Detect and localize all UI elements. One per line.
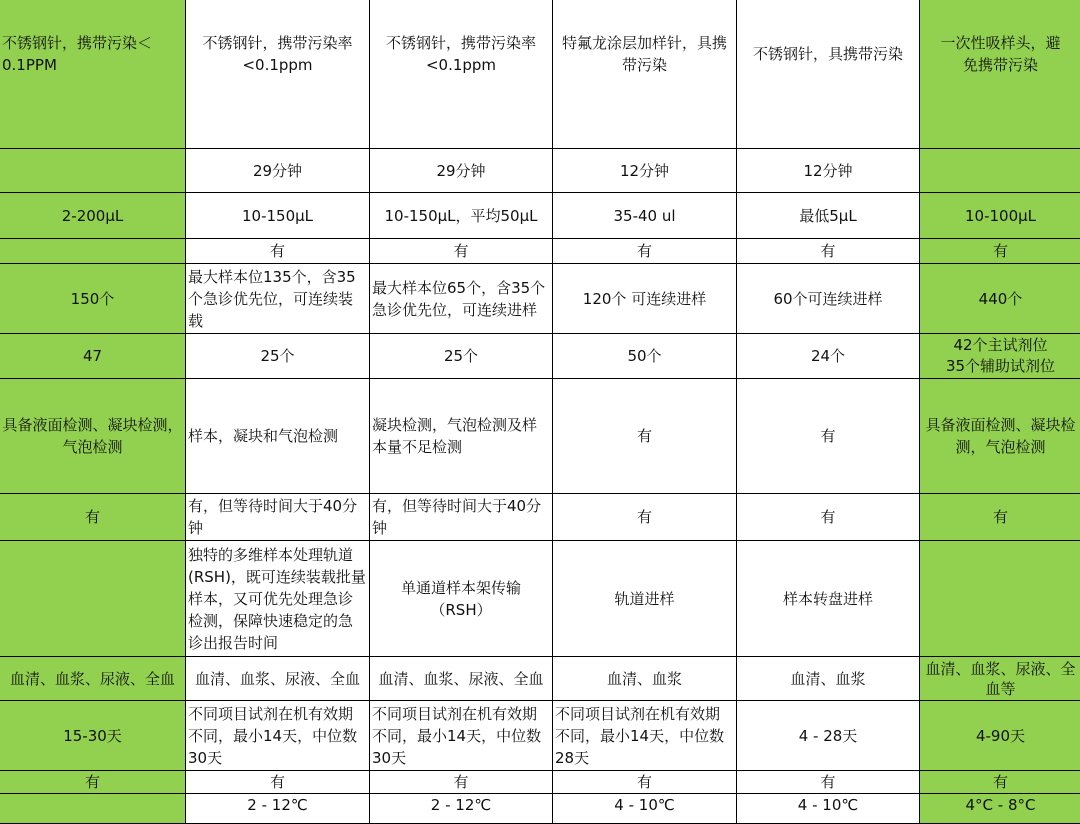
table-cell: 25个 — [186, 334, 370, 379]
table-cell: 有 — [0, 771, 186, 794]
table-row — [0, 494, 1080, 541]
table-cell: 29分钟 — [370, 149, 553, 193]
table-cell: 有，但等待时间大于40分钟 — [370, 494, 553, 541]
table-cell: 29分钟 — [186, 149, 370, 193]
table-cell: 有 — [186, 771, 370, 794]
table-cell: 120个 可连续进样 — [553, 264, 737, 334]
table-row — [0, 239, 1080, 264]
table-cell: 独特的多维样本处理轨道(RSH)，既可连续装载批量样本，又可优先处理急诊检测，保障快速稳定的急诊出报告时间 — [186, 541, 370, 657]
table-cell: 特氟龙涂层加样针，具携带污染 — [553, 0, 737, 149]
table-cell: 具备液面检测、凝块检测，气泡检测 — [920, 379, 1080, 494]
table-cell: 12分钟 — [553, 149, 737, 193]
table-cell: 有 — [186, 239, 370, 264]
table-cell: 有 — [553, 771, 737, 794]
table-cell — [0, 541, 186, 657]
table-cell — [0, 794, 186, 824]
table-row — [0, 701, 1080, 771]
table-row — [0, 264, 1080, 334]
table-cell: 有 — [920, 494, 1080, 541]
table-row — [0, 0, 1080, 149]
table-cell: 单通道样本架传输（RSH） — [370, 541, 553, 657]
table-cell: 不同项目试剂在机有效期不同，最小14天，中位数28天 — [553, 701, 737, 771]
table-cell: 24个 — [737, 334, 920, 379]
table-cell — [920, 149, 1080, 193]
table-cell: 具备液面检测、凝块检测，气泡检测 — [0, 379, 186, 494]
table-cell: 凝块检测，气泡检测及样本量不足检测 — [370, 379, 553, 494]
table-cell — [0, 149, 186, 193]
table-row — [0, 541, 1080, 657]
table-cell: 有 — [0, 494, 186, 541]
table-row — [0, 334, 1080, 379]
table-row — [0, 657, 1080, 701]
table-cell: 最大样本位135个，含35个急诊优先位，可连续装载 — [186, 264, 370, 334]
table-cell: 10-150μL — [186, 193, 370, 239]
table-cell: 不锈钢针，携带污染率<0.1ppm — [370, 0, 553, 149]
table-row — [0, 771, 1080, 794]
table-cell: 血清、血浆、尿液、全血等 — [920, 657, 1080, 701]
table-cell: 42个主试剂位 35个辅助试剂位 — [920, 334, 1080, 379]
table-cell: 2 - 12℃ — [186, 794, 370, 824]
table-cell: 不锈钢针，携带污染率<0.1ppm — [186, 0, 370, 149]
table-row — [0, 794, 1080, 824]
table-cell: 不同项目试剂在机有效期不同，最小14天，中位数30天 — [186, 701, 370, 771]
table-row — [0, 193, 1080, 239]
table-cell: 4 - 10℃ — [553, 794, 737, 824]
table-cell: 35-40 ul — [553, 193, 737, 239]
table-cell: 12分钟 — [737, 149, 920, 193]
table-cell: 一次性吸样头，避免携带污染 — [920, 0, 1080, 149]
table-cell: 最大样本位65个，含35个急诊优先位，可连续进样 — [370, 264, 553, 334]
table-cell: 有 — [553, 494, 737, 541]
table-cell: 4-90天 — [920, 701, 1080, 771]
table-cell: 50个 — [553, 334, 737, 379]
table-cell: 不锈钢针，具携带污染 — [737, 0, 920, 149]
table-cell: 样本转盘进样 — [737, 541, 920, 657]
table-cell: 150个 — [0, 264, 186, 334]
table-cell: 血清、血浆 — [553, 657, 737, 701]
table-cell: 血清、血浆 — [737, 657, 920, 701]
table-cell: 有 — [737, 379, 920, 494]
table-cell: 有 — [370, 239, 553, 264]
table-cell: 有 — [737, 771, 920, 794]
table-cell: 有 — [920, 239, 1080, 264]
table-cell: 血清、血浆、尿液、全血 — [370, 657, 553, 701]
table-cell: 轨道进样 — [553, 541, 737, 657]
table-cell: 10-100μL — [920, 193, 1080, 239]
table-cell: 440个 — [920, 264, 1080, 334]
table-cell: 有 — [553, 379, 737, 494]
table-cell: 47 — [0, 334, 186, 379]
table-row — [0, 149, 1080, 193]
table-cell — [0, 239, 186, 264]
table-cell: 10-150μL，平均50μL — [370, 193, 553, 239]
table-cell: 血清、血浆、尿液、全血 — [0, 657, 186, 701]
table-cell — [920, 541, 1080, 657]
table-cell: 60个可连续进样 — [737, 264, 920, 334]
table-cell: 不同项目试剂在机有效期不同，最小14天，中位数30天 — [370, 701, 553, 771]
table-cell: 有 — [920, 771, 1080, 794]
table-cell: 25个 — [370, 334, 553, 379]
table-cell: 样本，凝块和气泡检测 — [186, 379, 370, 494]
table-cell: 4 - 28天 — [737, 701, 920, 771]
table-cell: 4 - 10℃ — [737, 794, 920, 824]
table-cell: 最低5μL — [737, 193, 920, 239]
table-cell: 2 - 12℃ — [370, 794, 553, 824]
table-cell: 有 — [370, 771, 553, 794]
table-cell: 不锈钢针，携带污染＜0.1PPM — [0, 0, 186, 149]
table-cell: 有，但等待时间大于40分钟 — [186, 494, 370, 541]
table-cell: 有 — [553, 239, 737, 264]
table-cell: 有 — [737, 239, 920, 264]
table-cell: 血清、血浆、尿液、全血 — [186, 657, 370, 701]
table-row — [0, 379, 1080, 494]
table-cell: 有 — [737, 494, 920, 541]
table-cell: 2-200μL — [0, 193, 186, 239]
table-cell: 15-30天 — [0, 701, 186, 771]
table-cell: 4°C - 8°C — [920, 794, 1080, 824]
